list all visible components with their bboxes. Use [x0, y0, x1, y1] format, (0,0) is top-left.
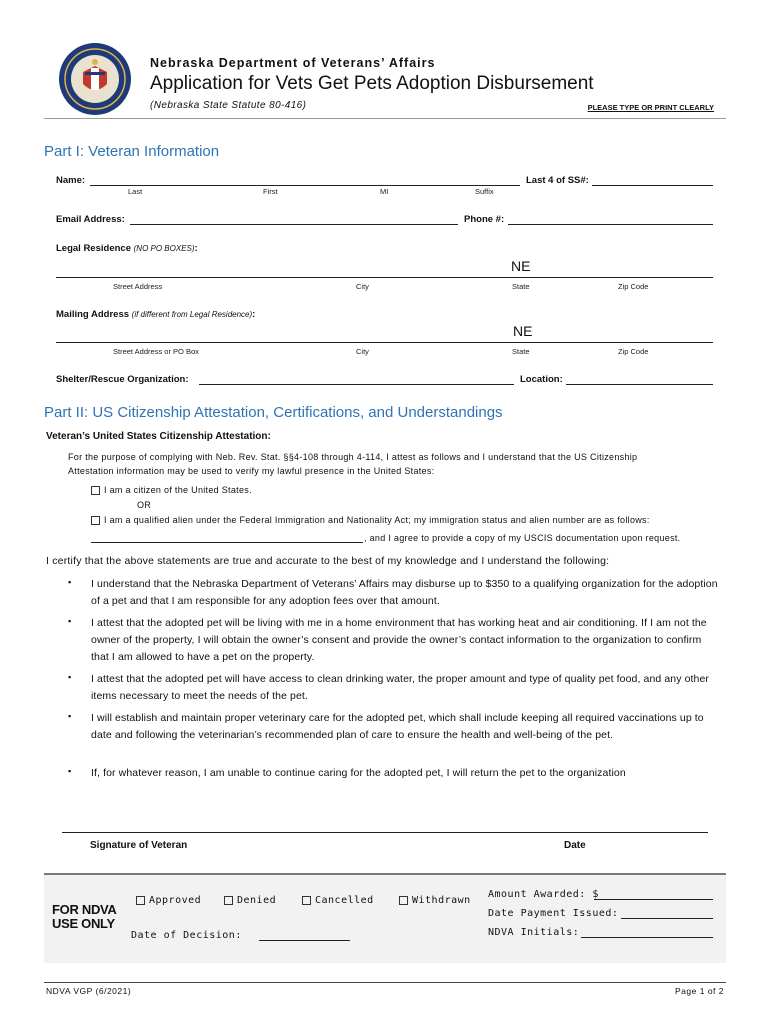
- mailing-address-title: Mailing Address: [56, 309, 130, 320]
- date-label: Date: [564, 840, 586, 851]
- denied-checkbox[interactable]: [224, 896, 233, 905]
- cancelled-checkbox[interactable]: [302, 896, 311, 905]
- name-sub-last: Last: [128, 187, 143, 196]
- part1-heading: Part I: Veteran Information: [44, 143, 220, 160]
- mailing-address-note: (if different from Legal Residence): [131, 310, 253, 319]
- name-sub-mi: MI: [380, 187, 389, 196]
- part2-heading: Part II: US Citizenship Attestation, Certifications, and Understandings: [44, 404, 503, 421]
- phone-label: Phone #:: [464, 214, 505, 225]
- legal-sub-street: Street Address: [113, 282, 163, 291]
- bullet-marker: ▪: [68, 711, 72, 721]
- legal-residence-title: Legal Residence: [56, 243, 131, 254]
- mailing-state-value: NE: [513, 323, 533, 339]
- agency-name: Nebraska Department of Veterans’ Affairs: [150, 56, 436, 70]
- attestation-intro-line1: For the purpose of complying with Neb. Rev. Stat. §§4-108 through 4-114, I attest as follows and I understand that the US Citizenship: [68, 452, 638, 462]
- bullet-marker: ▪: [68, 672, 72, 682]
- understanding-bullet-2: I attest that the adopted pet will be living with me in a home environment that has working heat and air conditioning. If I am not the owner of the property, I will obtain the owner’s consent and provide the owner’s contact information to the organization to confirm that I am allowed to have a pet on the property.: [91, 617, 707, 663]
- citizen-option[interactable]: [91, 485, 252, 495]
- department-seal-logo: [58, 42, 132, 116]
- approved-label: Approved: [149, 895, 202, 906]
- withdrawn-label: Withdrawn: [412, 895, 471, 906]
- for-ndva-use-only: FOR NDVA USE ONLY: [52, 902, 117, 931]
- mailing-address-field[interactable]: [56, 342, 713, 343]
- alien-option-label: I am a qualified alien under the Federal Immigration and Nationality Act; my immigration status and alien number are as follows:: [104, 515, 650, 525]
- decision-date-field[interactable]: [259, 940, 350, 941]
- citizen-checkbox[interactable]: [91, 486, 100, 495]
- citizenship-subheading: Veteran’s United States Citizenship Attestation:: [46, 431, 271, 442]
- location-field[interactable]: [566, 384, 713, 385]
- cancelled-label: Cancelled: [315, 895, 374, 906]
- name-label: Name:: [56, 175, 86, 186]
- print-instruction: PLEASE TYPE OR PRINT CLEARLY: [587, 103, 714, 112]
- ssn-field[interactable]: [592, 185, 713, 186]
- denied-label: Denied: [237, 895, 277, 906]
- mailing-sub-street: Street Address or PO Box: [113, 347, 199, 356]
- mailing-sub-zip: Zip Code: [618, 347, 649, 356]
- bullet-marker: ▪: [68, 766, 72, 776]
- name-sub-suffix: Suffix: [475, 187, 494, 196]
- legal-sub-state: State: [512, 282, 530, 291]
- shelter-field[interactable]: [199, 384, 514, 385]
- payment-date-label: Date Payment Issued:: [488, 908, 619, 919]
- legal-residence-note: (NO PO BOXES): [133, 244, 195, 253]
- ndva-initials-field[interactable]: [581, 937, 713, 938]
- legal-residence-label: Legal Residence (NO PO BOXES):: [56, 243, 198, 254]
- legal-address-field[interactable]: [56, 277, 713, 278]
- form-id: NDVA VGP (6/2021): [46, 986, 132, 996]
- understanding-bullet-4: I will establish and maintain proper veterinary care for the adopted pet, which shall include keeping all required vaccinations up to date and following the veterinarian’s recommended plan of care to ensure the health and well-being of the pet.: [91, 712, 704, 741]
- withdrawn-checkbox[interactable]: [399, 896, 408, 905]
- header-divider: [44, 118, 726, 119]
- denied-option[interactable]: [224, 895, 276, 906]
- understanding-bullet-5: If, for whatever reason, I am unable to continue caring for the adopted pet, I will return the pet to the organization: [91, 767, 626, 779]
- legal-sub-city: City: [356, 282, 369, 291]
- mailing-address-label: Mailing Address (if different from Legal Residence):: [56, 309, 256, 320]
- attestation-intro-line2: Attestation information may be used to verify my lawful presence in the United States:: [68, 466, 435, 476]
- shelter-label: Shelter/Rescue Organization:: [56, 374, 189, 385]
- decision-date-label: Date of Decision:: [131, 930, 242, 941]
- payment-date-field[interactable]: [621, 918, 713, 919]
- name-sub-first: First: [263, 187, 278, 196]
- mailing-sub-city: City: [356, 347, 369, 356]
- certify-statement: I certify that the above statements are true and accurate to the best of my knowledge and I understand the following:: [46, 555, 610, 567]
- cancelled-option[interactable]: [302, 895, 374, 906]
- page-number: Page 1 of 2: [675, 986, 724, 996]
- alien-checkbox[interactable]: [91, 516, 100, 525]
- email-label: Email Address:: [56, 214, 125, 225]
- approved-checkbox[interactable]: [136, 896, 145, 905]
- withdrawn-option[interactable]: [399, 895, 471, 906]
- understanding-bullet-3: I attest that the adopted pet will have access to clean drinking water, the proper amount and type of quality pet food, and any other items necessary to meet the needs of the pet.: [91, 673, 710, 702]
- bullet-marker: ▪: [68, 577, 72, 587]
- citizen-option-label: I am a citizen of the United States.: [104, 485, 252, 495]
- signature-field[interactable]: [62, 832, 708, 833]
- location-label: Location:: [520, 374, 563, 385]
- phone-field[interactable]: [508, 224, 713, 225]
- ndva-initials-label: NDVA Initials:: [488, 927, 580, 938]
- legal-state-value: NE: [511, 258, 531, 274]
- alien-option[interactable]: [91, 515, 650, 525]
- signature-label: Signature of Veteran: [90, 840, 188, 851]
- or-text: OR: [137, 500, 152, 510]
- bullet-marker: ▪: [68, 616, 72, 626]
- amount-awarded-field[interactable]: [594, 899, 713, 900]
- understanding-bullet-1: I understand that the Nebraska Department of Veterans’ Affairs may disburse up to $350 to a qualifying organization for the adoption of a pet and that I am responsible for any adoption fees over that amount.: [91, 578, 718, 607]
- form-title: Application for Vets Get Pets Adoption Disbursement: [150, 73, 594, 94]
- immigration-status-field[interactable]: [91, 542, 363, 543]
- mailing-sub-state: State: [512, 347, 530, 356]
- approved-option[interactable]: [136, 895, 201, 906]
- legal-sub-zip: Zip Code: [618, 282, 649, 291]
- statute-reference: (Nebraska State Statute 80-416): [150, 100, 307, 111]
- footer-divider: [44, 982, 726, 983]
- uscis-statement: , and I agree to provide a copy of my USCIS documentation upon request.: [364, 533, 681, 543]
- ssn-label: Last 4 of SS#:: [526, 175, 589, 186]
- amount-awarded-label: Amount Awarded: $: [488, 889, 599, 900]
- name-field[interactable]: [90, 185, 520, 186]
- email-field[interactable]: [130, 224, 458, 225]
